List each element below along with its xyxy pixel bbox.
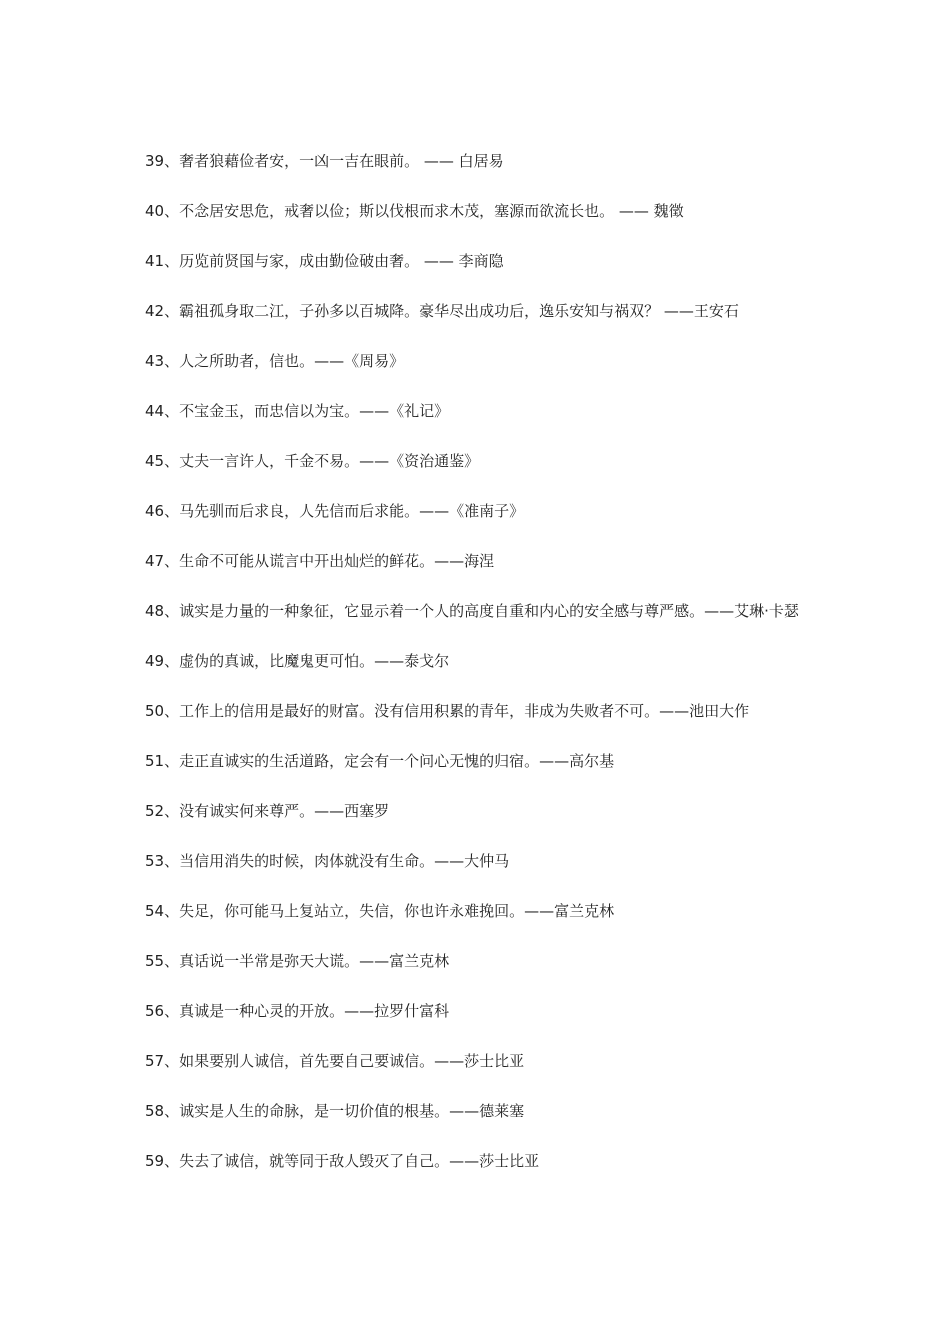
quote-item: 42、霸祖孤身取二江，子孙多以百城降。豪华尽出成功后，逸乐安知与祸双？ ——王安石 (145, 302, 739, 320)
quote-item: 56、真诚是一种心灵的开放。——拉罗什富科 (145, 1002, 450, 1020)
quote-item: 53、当信用消失的时候，肉体就没有生命。——大仲马 (145, 852, 510, 870)
quote-item: 50、工作上的信用是最好的财富。没有信用积累的青年，非成为失败者不可。——池田大作 (145, 702, 750, 720)
quote-item: 54、失足，你可能马上复站立，失信，你也许永难挽回。——富兰克林 (145, 902, 615, 920)
quote-item: 39、奢者狼藉俭者安，一凶一吉在眼前。 —— 白居易 (145, 152, 504, 170)
quote-item: 48、诚实是力量的一种象征，它显示着一个人的高度自重和内心的安全感与尊严感。——艾琳·卡瑟 (145, 602, 799, 620)
quote-item: 46、马先驯而后求良，人先信而后求能。——《准南子》 (145, 502, 525, 520)
quote-item: 40、不念居安思危，戒奢以俭；斯以伐根而求木茂，塞源而欲流长也。 —— 魏徵 (145, 202, 684, 220)
quote-item: 58、诚实是人生的命脉，是一切价值的根基。——德莱塞 (145, 1102, 525, 1120)
quote-list (145, 149, 815, 1199)
quote-item: 47、生命不可能从谎言中开出灿烂的鲜花。——海涅 (145, 552, 495, 570)
quote-item: 49、虚伪的真诚，比魔鬼更可怕。——泰戈尔 (145, 652, 450, 670)
quote-item: 51、走正直诚实的生活道路，定会有一个问心无愧的归宿。——高尔基 (145, 752, 615, 770)
quote-item: 59、失去了诚信，就等同于敌人毁灭了自己。——莎士比亚 (145, 1152, 540, 1170)
quote-item: 45、丈夫一言许人，千金不易。——《资治通鉴》 (145, 452, 480, 470)
quote-item: 55、真话说一半常是弥天大谎。——富兰克林 (145, 952, 450, 970)
quote-item: 52、没有诚实何来尊严。——西塞罗 (145, 802, 390, 820)
quote-item: 41、历览前贤国与家，成由勤俭破由奢。 —— 李商隐 (145, 252, 504, 270)
quote-item: 57、如果要别人诚信，首先要自己要诚信。——莎士比亚 (145, 1052, 525, 1070)
quote-item: 43、人之所助者，信也。——《周易》 (145, 352, 405, 370)
quote-item: 44、不宝金玉，而忠信以为宝。——《礼记》 (145, 402, 450, 420)
